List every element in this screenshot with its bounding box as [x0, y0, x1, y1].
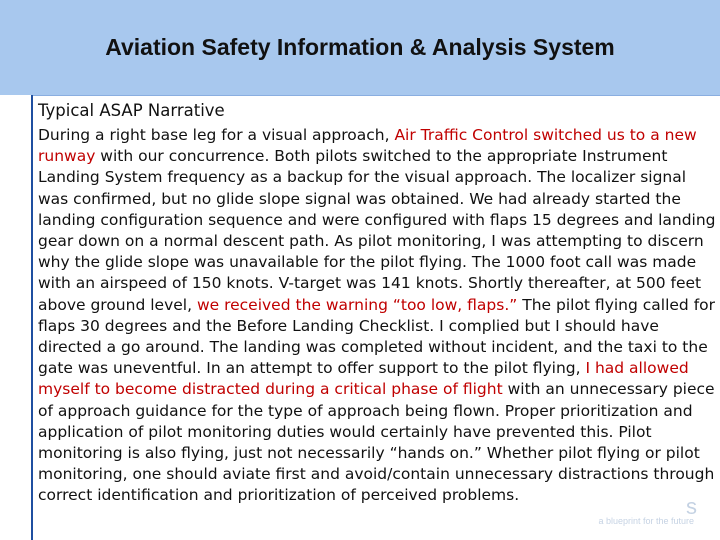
left-margin: [0, 95, 32, 540]
narrative-text-1: During a right base leg for a visual approach,: [38, 126, 395, 144]
watermark-word: s: [686, 494, 698, 519]
narrative-text-4: with an unnecessary piece of approach guidance for the type of approach being flown. Proper prioritization and application of pilot monitoring duties would certainly have prevented this. Pilot monitoring is also flying, just not necessarily “hands on.” Whether pilot flying or pilot monitoring, one should aviate first and avoid/contain unnecessary distractions through correct identification and prioritization of perceived problems.: [38, 380, 715, 505]
watermark-tagline: a blueprint for the future: [598, 516, 694, 526]
narrative-highlight-distraction: I had allowed myself to become distracted during a critical phase of flight: [38, 359, 689, 399]
narrative-highlight-runway-change: Air Traffic Control switched us to a new runway: [38, 126, 697, 166]
watermark-logo: [528, 494, 698, 524]
title-bar: [0, 0, 720, 96]
narrative-text-3: The pilot flying called for flaps 30 degrees and the Before Landing Checklist. I complied but I should have directed a go around. The landing was completed without incident, and the taxi to the gate was uneventful. In an attempt to offer support to the pilot flying,: [38, 295, 716, 378]
narrative-paragraph: [38, 125, 716, 507]
content-area: [38, 100, 716, 507]
narrative-subtitle: Typical ASAP Narrative: [38, 101, 225, 120]
narrative-text-2: with our concurrence. Both pilots switched to the appropriate Instrument Landing System frequency as a backup for the visual approach. The localizer signal was confirmed, but no glide slope signal was obtained. We had already started the landing configuration sequence and were configured with flaps 15 degrees and landing gear down on a normal descent path. As pilot monitoring, I was attempting to discern why the glide slope was unavailable for the pilot flying. The 1000 foot call was made with an airspeed of 150 knots. V-target was 141 knots. Shortly thereafter, at 500 feet above ground level,: [38, 147, 716, 314]
narrative-highlight-warning: we received the warning “too low, flaps.”: [196, 295, 518, 314]
page-title: Aviation Safety Information & Analysis System: [105, 34, 615, 60]
left-accent-line: [31, 95, 33, 540]
